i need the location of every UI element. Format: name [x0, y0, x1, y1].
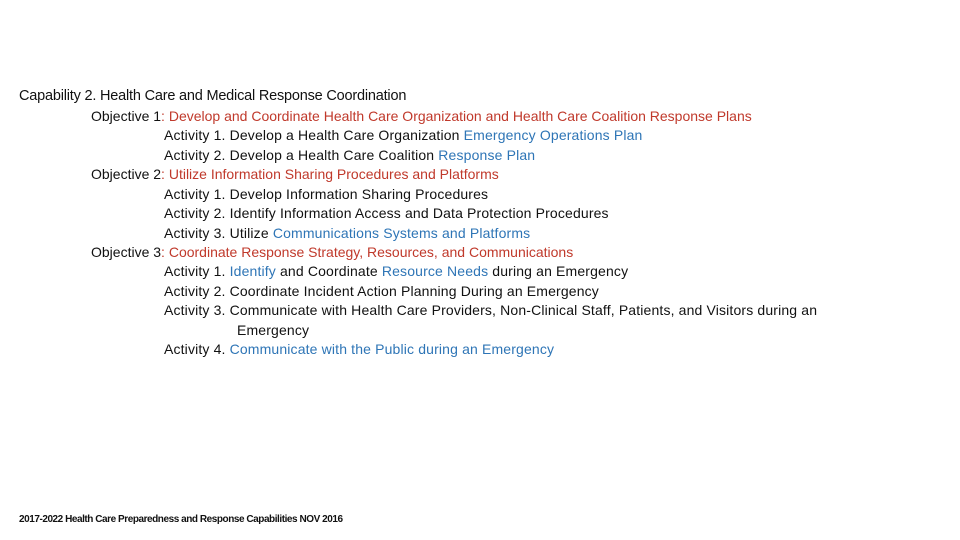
activity-highlight: Response Plan [438, 147, 536, 163]
objective-1-label: Objective 1 [91, 108, 162, 124]
objective-1 [91, 108, 752, 124]
objective-2-text: Utilize Information Sharing Procedures and Platforms [168, 166, 499, 182]
activity-text: during an Emergency [488, 263, 629, 279]
objective-2 [91, 166, 499, 182]
objective-2-activity-2: Activity 2. Identify Information Access and Data Protection Procedures [164, 205, 609, 221]
objective-2-activity-1: Activity 1. Develop Information Sharing Procedures [164, 186, 489, 202]
activity-text: Activity 2. Develop a Health Care Coalition [164, 147, 439, 163]
objective-3-activity-1 [164, 263, 628, 279]
activity-text: Activity 1. [164, 263, 230, 279]
objective-3-separator: : [161, 244, 169, 260]
activity-text: Activity 3. Utilize [164, 225, 273, 241]
objective-2-separator: : [161, 166, 169, 182]
objective-3-activity-3-continuation: Emergency [237, 322, 310, 338]
activity-highlight: Resource Needs [381, 263, 489, 279]
activity-highlight: Communicate with the Public during an Emergency [229, 341, 555, 357]
objective-2-activity-3 [164, 225, 530, 241]
capability-title: Capability 2. Health Care and Medical Response Coordination [19, 88, 407, 104]
footer-citation: 2017-2022 Health Care Preparedness and Response Capabilities NOV 2016 [19, 514, 343, 525]
objective-1-text: Develop and Coordinate Health Care Organization and Health Care Coalition Response Plans [168, 108, 752, 124]
objective-3-label: Objective 3 [91, 244, 162, 260]
objective-3-activity-3: Activity 3. Communicate with Health Care Providers, Non-Clinical Staff, Patients, and Visitors during an [164, 302, 818, 318]
objective-1-separator: : [161, 108, 169, 124]
activity-highlight: Emergency Operations Plan [463, 127, 643, 143]
activity-highlight: Identify [229, 263, 276, 279]
activity-text: Activity 1. Develop a Health Care Organization [164, 127, 464, 143]
objective-3-activity-4 [164, 341, 554, 357]
activity-text: Activity 4. [164, 341, 230, 357]
objective-2-label: Objective 2 [91, 166, 162, 182]
objective-1-activity-1 [164, 127, 642, 143]
activity-highlight: Communications Systems and Platforms [272, 225, 531, 241]
objective-3-activity-2: Activity 2. Coordinate Incident Action Planning During an Emergency [164, 283, 599, 299]
activity-text: and Coordinate [275, 263, 382, 279]
objective-3-text: Coordinate Response Strategy, Resources, and Communications [168, 244, 574, 260]
objective-3 [91, 244, 573, 260]
objective-1-activity-2 [164, 147, 535, 163]
